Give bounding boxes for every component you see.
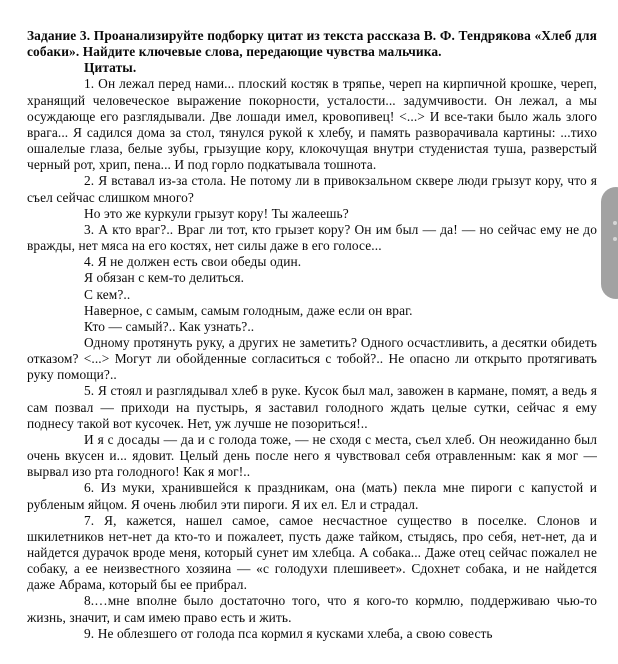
quote-paragraph-5b: И я с досады — да и с голода тоже, — не сходя с места, съел хлеб. Он неожиданно был очень вкусен и... ядовит. Целый день после него я чувствовал себя отравленным: как я мог — вырвал изо рта голодного! Как я мог!..: [27, 431, 597, 480]
quote-paragraph-6: 6. Из муки, хранившейся к праздникам, она (мать) пекла мне пироги с капустой и рубленым яйцом. Я очень любил эти пироги. Я их ел. Ел и страдал.: [27, 480, 597, 512]
quote-paragraph-7: 7. Я, кажется, нашел самое, самое несчастное существо в поселке. Слонов и шкилетников нет-нет да кто-то и пожалеет, пусть даже тайком, стыдясь, про себя, нет-нет, да и найдется дурачок вроде меня, который сунет им хлебца. А собака... Даже отец сейчас пожалел не собаку, а ее неизвестного хозяина — «с голодухи плешивеет». Сдохнет собака, и не найдется даже Абрама, который бы ее прибрал.: [27, 512, 597, 593]
quote-paragraph-4e: Кто — самый?.. Как узнать?..: [84, 318, 255, 334]
quote-paragraph-3: 3. А кто враг?.. Враг ли тот, кто грызет кору? Он им был — да! — но сейчас ему не до вражды, нет мяса на его костях, нет силы даже в его голосе...: [27, 221, 597, 254]
quote-paragraph-4d: Наверное, с самым, самым голодным, даже если он враг.: [84, 302, 413, 318]
quote-paragraph-4: 4. Я не должен есть свои обеды один.: [84, 254, 302, 270]
quote-paragraph-5: 5. Я стоял и разглядывал хлеб в руке. Кусок был мал, завожен в кармане, помят, а ведь я сам позвал — приходи на пустырь, я заставил голодного ждать целые сутки, сейчас я ему поднесу такой вот кусочек. Нет, уж лучше не позориться!..: [27, 383, 597, 431]
quote-paragraph-2b: Но это же куркули грызут кору! Ты жалеешь?: [84, 205, 349, 221]
scroll-handle-grip-dot: [613, 221, 617, 225]
quote-paragraph-2: 2. Я вставал из-за стола. Не потому ли в привокзальном сквере люди грызут кору, что я съел сейчас слишком много?: [27, 173, 597, 205]
quote-paragraph-4c: С кем?..: [84, 286, 131, 302]
scroll-handle[interactable]: [601, 187, 618, 299]
quote-paragraph-1: 1. Он лежал перед нами... плоский костяк в тряпье, череп на кирпичной крошке, череп, хранящий человеческое выражение покорности, усталости... задумчивости. Он лежал, а мы осуждающе его разглядывали. Две лошади имел, кровопивец! <...> И все-таки было жаль злого врага... Я садился дома за стол, тянулся рукой к хлебу, и память разворачивала картины: ...тихо ошалелые глаза, белые зубы, грызущие кору, клокочущая внутри студенистая туша, разверстый черный рот, хрип, пена... И под горло подкатывала тошнота.: [27, 76, 597, 173]
quote-paragraph-4b: Я обязан с кем-то делиться.: [84, 270, 245, 286]
quote-paragraph-4f: Одному протянуть руку, а других не заметить? Одного осчастливить, а десятки обидеть отказом? <...> Могут ли обойденные согласиться с тобой?.. Не опасно ли открыто протягивать руку помощи?..: [27, 334, 597, 383]
quote-paragraph-9: 9. Не облезшего от голода пса кормил я кусками хлеба, а свою совесть: [84, 625, 493, 641]
scroll-handle-grip-dot: [613, 237, 617, 241]
task-heading: Задание 3. Проанализируйте подборку цитат из текста рассказа В. Ф. Тендрякова «Хлеб для собаки». Найдите ключевые слова, передающие чувства мальчика.: [27, 28, 597, 60]
quotes-label: Цитаты.: [84, 60, 137, 76]
document-page: [27, 28, 597, 642]
quote-paragraph-8: 8.…мне вполне было достаточно того, что я кого-то кормлю, поддерживаю чью-то жизнь, значит, и сам имею право есть и жить.: [27, 593, 597, 625]
